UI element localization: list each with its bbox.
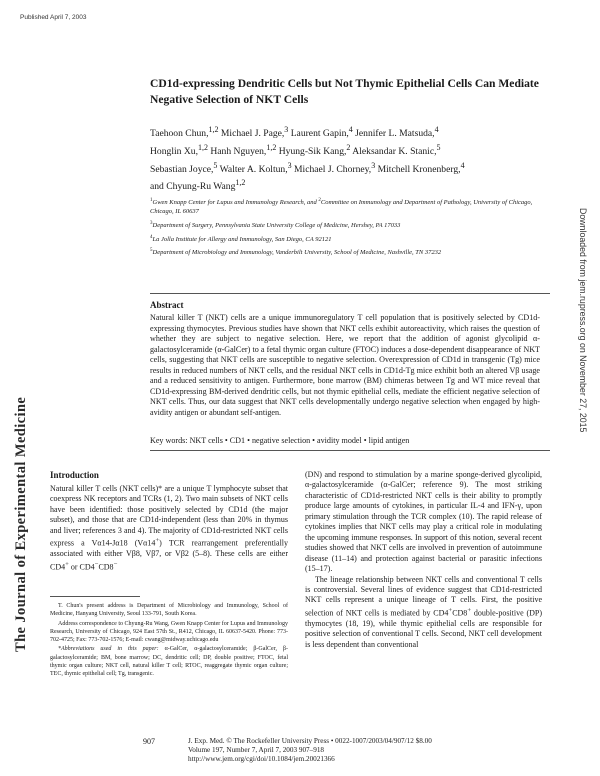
- keywords: Key words: NKT cells • CD1 • negative selection • avidity model • lipid antigen: [150, 436, 410, 445]
- abstract-text: Natural killer T (NKT) cells are a unique immunoregulatory T cell population that is positively selected by CD1d-expressing thymocytes. Previous studies have shown that NKT cells exhibit autoreactivity, which raises the question of whether they are subject to negative selection. Here, we report that the addition of agonist glycolipid α-galactosylceramide (α-GalCer) to a fetal thymic organ culture (FTOC) induces a dose-dependent disappearance of NKT cells, suggesting that NKT cells are susceptible to negative selection. Overexpression of CD1d in transgenic (Tg) mice results in reduced numbers of NKT cells, and the residual NKT cells in CD1d-Tg mice exhibit both an altered Vβ usage and a reduced sensitivity to antigen. Furthermore, bone marrow (BM) chimeras between Tg and WT mice reveal that CD1d-expressing BM-derived dendritic cells, but not thymic epithelial cells, mediate the efficient negative selection of NKT cells. Thus, our data suggest that NKT cells developmentally undergo negative selection when engaged by high-avidity antigen or abundant self-antigen.: [150, 313, 540, 417]
- footnote-correspondence: Address correspondence to Chyung-Ru Wang, Gwen Knapp Center for Lupus and Immunology Research, University of Chicago, 924 East 57th St., R412, Chicago, IL 60637-5420. Phone: 773-702-4725; Fax: 773-702-1576; E-mail: cwang@midway.uchicago.edu: [50, 620, 288, 643]
- footnote-rule: [50, 596, 140, 597]
- journal-citation: J. Exp. Med. © The Rockefeller University Press • 0022-1007/2003/04/907/12 $8.00 Volume 197, Number 7, April 7, 2003 907–918 http://www.jem.org/cgi/doi/10.1084/jem.20021366: [188, 737, 432, 763]
- intro-paragraph-1: Natural killer T cells (NKT cells)* are a unique T lymphocyte subset that coexpress NK receptors and TCRs (1, 2). Two main subsets of NKT cells have been identified: those positively selected by CD1d (the major subset), and those that are CD1d-independent (less than 20% in thymus and liver; references 3 and 4). The majority of CD1d-restricted NKT cells express a Vα14-Jα18 (Vα14+) TCR rearrangement preferentially associated with either Vβ8, Vβ7, or Vβ2 (5–8). These cells are either CD4+ or CD4−CD8−: [50, 484, 289, 572]
- author-list: Taehoon Chun,$^{1,2}$ Michael J. Page,$^3$ Laurent Gapin,$^4$ Jennifer L. Matsuda,$^4$ Honglin Xu,$^{1,2}$ Hanh Nguyen,$^{1,2}$ Hyung-Sik Kang,$^2$ Aleksandar K. Stanic,$^5$ Sebastian Joyce,$^5$ Walter A. Koltun,$^3$ Michael J. Chorney,$^3$ Mitchell Kronenberg,$^4$ and Chyung-Ru Wang$^{1,2}$: [150, 125, 465, 193]
- published-date: Published April 7, 2003: [20, 14, 87, 21]
- affiliation-item: $^5$Department of Microbiology and Immunology, Vanderbilt University, School of Medicine, Nashville, TN 37232: [150, 248, 442, 257]
- affiliations: [150, 196, 550, 260]
- introduction-heading: Introduction: [50, 470, 99, 480]
- intro-paragraph-3: The lineage relationship between NKT cells and conventional T cells is controversial. Several lines of evidence suggest that CD1d-restricted NKT cells represent a unique lineage of T cells. First, the positive selection of NKT cells is mediated by CD4+CD8+ double-positive (DP) thymocytes (18, 19), while thymic epithelial cells are responsible for positive selection of conventional T cells. Second, NKT cell development is less dependent than conventional: [305, 574, 542, 649]
- abbreviations-label: *Abbreviations used in this paper:: [58, 646, 159, 653]
- footnote-abbreviations: [50, 645, 288, 677]
- article-title: CD1d-expressing Dendritic Cells but Not Thymic Epithelial Cells Can Mediate Negative Selection of NKT Cells: [150, 77, 539, 106]
- intro-column-right: [305, 470, 542, 650]
- intro-paragraph-2: (DN) and respond to stimulation by a marine sponge-derived glycolipid, α-galactosylceramide (α-GalCer; reference 9). The most striking characteristic of CD1d-restricted NKT cells is their ability to promptly produce large amounts of cytokines, in particular IL-4 and IFN-γ, upon primary stimulation through the TCR complex (10). The rapid release of cytokines implies that NKT cells may play a critical role in modulating the upcoming immune responses. In support of this notion, several recent studies showed that NKT cells are involved in prevention of autoimmune disease (11–14) and protection against bacterial or parasitic infections (15–17).: [305, 470, 542, 574]
- abbreviations-text: α-GalCer, α-galactosylceramide; β-GalCer, β-galactosylceramide; BM, bone marrow; DC, dendritic cell; DP, double positive; FTOC, fetal thymic organ culture; NKT cell, natural killer T cell; RTOC, reaggregate thymic organ culture; TEC, thymic epithelial cell; Tg, transgenic.: [50, 646, 288, 677]
- abstract-top-rule: [150, 293, 550, 294]
- page-number: 907: [143, 737, 155, 746]
- keywords-bottom-rule: [150, 450, 550, 451]
- abstract-heading: Abstract: [150, 300, 184, 310]
- download-watermark: Downloaded from jem.rupress.org on November 27, 2015: [578, 208, 588, 433]
- intro-column-left: [50, 470, 288, 573]
- affiliation-item: $^4$La Jolla Institute for Allergy and Immunology, San Diego, CA 92121: [150, 234, 332, 243]
- footnotes: [50, 602, 288, 679]
- footnote-address: T. Chun's present address is Department of Microbiology and Immunology, School of Medicine, Hanyang University, Seoul 133-791, South Korea.: [50, 603, 288, 618]
- affiliation-item: $^3$Department of Surgery, Pennsylvania State University College of Medicine, Hershey, PA 17033: [150, 220, 401, 229]
- journal-sidebar-title: The Journal of Experimental Medicine: [13, 396, 29, 652]
- affiliation-item: $^1$Gwen Knapp Center for Lupus and Immunology Research, and $^2$Committee on Immunology and Department of Pathology, University of Chicago, Chicago, IL 60637: [150, 198, 533, 216]
